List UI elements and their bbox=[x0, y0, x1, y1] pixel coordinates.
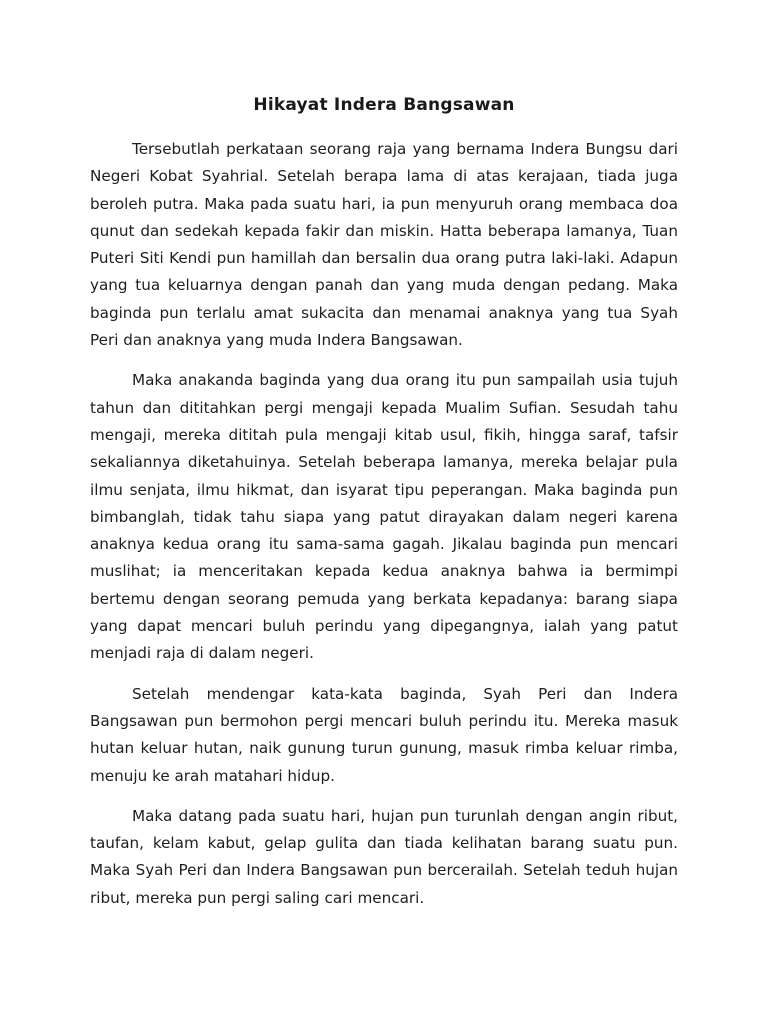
paragraph-4: Maka datang pada suatu hari, hujan pun turunlah dengan angin ribut, taufan, kelam kabut, gelap gulita dan tiada kelihatan barang suatu pun. Maka Syah Peri dan Indera Bangsawan pun bercerailah. Setelah teduh hujan ribut, mereka pun pergi saling cari mencari. bbox=[90, 806, 678, 907]
document-title: Hikayat Indera Bangsawan bbox=[253, 95, 515, 115]
paragraph-3: Setelah mendengar kata-kata baginda, Syah Peri dan Indera Bangsawan pun bermohon pergi mencari buluh perindu itu. Mereka masuk hutan keluar hutan, naik gunung turun gunung, masuk rimba keluar rimba, menuju ke arah matahari hidup. bbox=[90, 684, 678, 785]
paragraph-1: Tersebutlah perkataan seorang raja yang bernama Indera Bungsu dari Negeri Kobat Syahrial. Setelah berapa lama di atas kerajaan, tiada juga beroleh putra. Maka pada suatu hari, ia pun menyuruh orang membaca doa qunut dan sedekah kepada fakir dan miskin. Hatta beberapa lamanya, Tuan Puteri Siti Kendi pun hamillah dan bersalin dua orang putra laki-laki. Adapun yang tua keluarnya dengan panah dan yang muda dengan pedang. Maka baginda pun terlalu amat sukacita dan menamai anaknya yang tua Syah Peri dan anaknya yang muda Indera Bangsawan. bbox=[90, 140, 678, 350]
document-body bbox=[90, 136, 678, 925]
paragraph-2: Maka anakanda baginda yang dua orang itu pun sampailah usia tujuh tahun dan dititahkan pergi mengaji kepada Mualim Sufian. Sesudah tahu mengaji, mereka dititah pula mengaji kitab usul, fikih, hingga saraf, tafsir sekaliannya diketahuinya. Setelah beberapa lamanya, mereka belajar pula ilmu senjata, ilmu hikmat, dan isyarat tipu peperangan. Maka baginda pun bimbanglah, tidak tahu siapa yang patut dirayakan dalam negeri karena anaknya kedua orang itu sama-sama gagah. Jikalau baginda pun mencari muslihat; ia menceritakan kepada kedua anaknya bahwa ia bermimpi bertemu dengan seorang pemuda yang berkata kepadanya: barang siapa yang dapat mencari buluh perindu yang dipegangnya, ialah yang patut menjadi raja di dalam negeri. bbox=[90, 371, 678, 663]
